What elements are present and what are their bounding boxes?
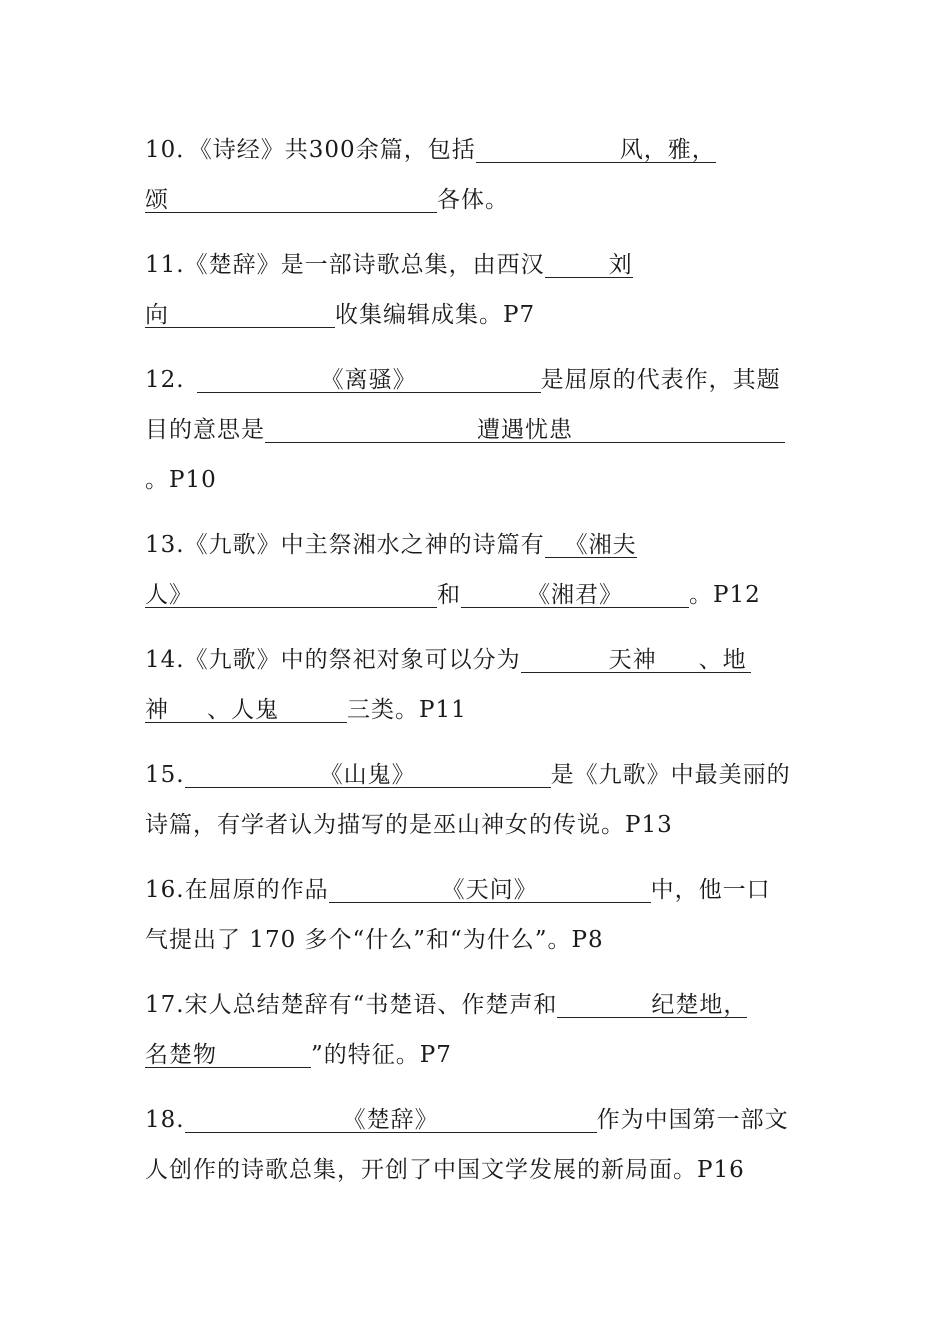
q13-answer-1: 《湘夫: [545, 533, 637, 558]
q11-answer-1: 刘: [545, 253, 633, 278]
question-18-line-1: [145, 1105, 789, 1135]
question-11-line-2: [145, 300, 535, 330]
q16-text-3: 气提出了 170 多个“什么”和“为什么”。P8: [145, 927, 604, 953]
q11-text-1: 11.《楚辞》是一部诗歌总集，由西汉: [145, 252, 545, 278]
q14-text-1: 14.《九歌》中的祭祀对象可以分为: [145, 647, 521, 673]
q15-text-3: 诗篇，有学者认为描写的是巫山神女的传说。P13: [145, 812, 673, 838]
question-17-line-1: [145, 990, 747, 1020]
q13-answer-3: 《湘君》: [461, 583, 689, 608]
q16-answer-1: 《天问》: [329, 878, 651, 903]
q15-text-1: 15.: [145, 762, 185, 788]
q16-text-1: 16.在屈原的作品: [145, 877, 329, 903]
question-18-line-2: [145, 1155, 745, 1185]
q10-number: 300: [308, 137, 356, 163]
question-16-line-1: [145, 875, 771, 905]
q18-text-3: 人创作的诗歌总集，开创了中国文学发展的新局面。P16: [145, 1157, 745, 1183]
q16-text-2: 中，他一口: [650, 877, 771, 903]
q11-answer-2: 向: [145, 303, 335, 328]
q10-answer-2: 颂: [145, 188, 437, 213]
q10-text-1: 10．《诗经》共: [145, 137, 309, 163]
question-15-line-1: [145, 760, 791, 790]
question-17-line-2: [145, 1040, 452, 1070]
q10-text-2: 余篇，包括: [355, 137, 476, 163]
q13-answer-2: 人》: [145, 583, 437, 608]
question-12-line-2: [145, 415, 785, 445]
question-14-line-2: [145, 695, 467, 725]
question-16-line-2: [145, 925, 604, 955]
q14-answer-1b: 、地: [698, 647, 747, 673]
q13-text-1: 13.《九歌》中主祭湘水之神的诗篇有: [145, 532, 545, 558]
q17-text-2: ”的特征。P7: [311, 1042, 452, 1068]
q12-text-1: 12.: [145, 367, 185, 393]
q17-answer-2: 名楚物: [145, 1043, 311, 1068]
question-15-line-2: [145, 810, 673, 840]
q12-answer-2: 遭遇忧患: [265, 418, 785, 443]
q10-answer-1: 风，雅，: [476, 138, 716, 163]
q14-answer-1: 天神: [608, 647, 657, 673]
q10-text-3: 各体。: [437, 187, 509, 213]
q15-answer-1: 《山鬼》: [185, 763, 551, 788]
q17-answer-1: 纪楚地，: [557, 993, 747, 1018]
q14-text-2: 三类。P11: [347, 697, 467, 723]
q11-text-2: 收集编辑成集。P7: [335, 302, 536, 328]
q12-answer-1: 《离骚》: [197, 368, 541, 393]
question-11-line-1: [145, 250, 633, 280]
question-10-line-2: [145, 185, 509, 215]
q14-answer-2b: 、人鬼: [207, 697, 279, 723]
question-13-line-1: [145, 530, 637, 560]
question-13-line-2: [145, 580, 761, 610]
question-14-line-1: [145, 645, 751, 675]
q12-text-2: 是屈原的代表作，其题: [540, 367, 781, 393]
question-12-line-3: [145, 465, 217, 495]
q14-answer-2: 神: [145, 697, 169, 723]
q18-answer-1: 《楚辞》: [185, 1108, 597, 1133]
question-12-line-1: [145, 365, 781, 395]
q18-text-1: 18.: [145, 1107, 185, 1133]
q18-text-2: 作为中国第一部文: [596, 1107, 789, 1133]
question-10-line-1: [145, 135, 716, 165]
q12-text-3: 目的意思是: [145, 417, 265, 443]
q12-text-4: 。P10: [145, 467, 217, 493]
q17-text-1: 17.宋人总结楚辞有“书楚语、作楚声和: [145, 992, 558, 1018]
q14-answer-1-wrap: [521, 648, 751, 673]
q13-text-3: 。P12: [689, 582, 761, 608]
q15-text-2: 是《九歌》中最美丽的: [550, 762, 791, 788]
q13-text-2: 和: [437, 582, 461, 608]
q14-answer-2-wrap: [145, 698, 347, 723]
